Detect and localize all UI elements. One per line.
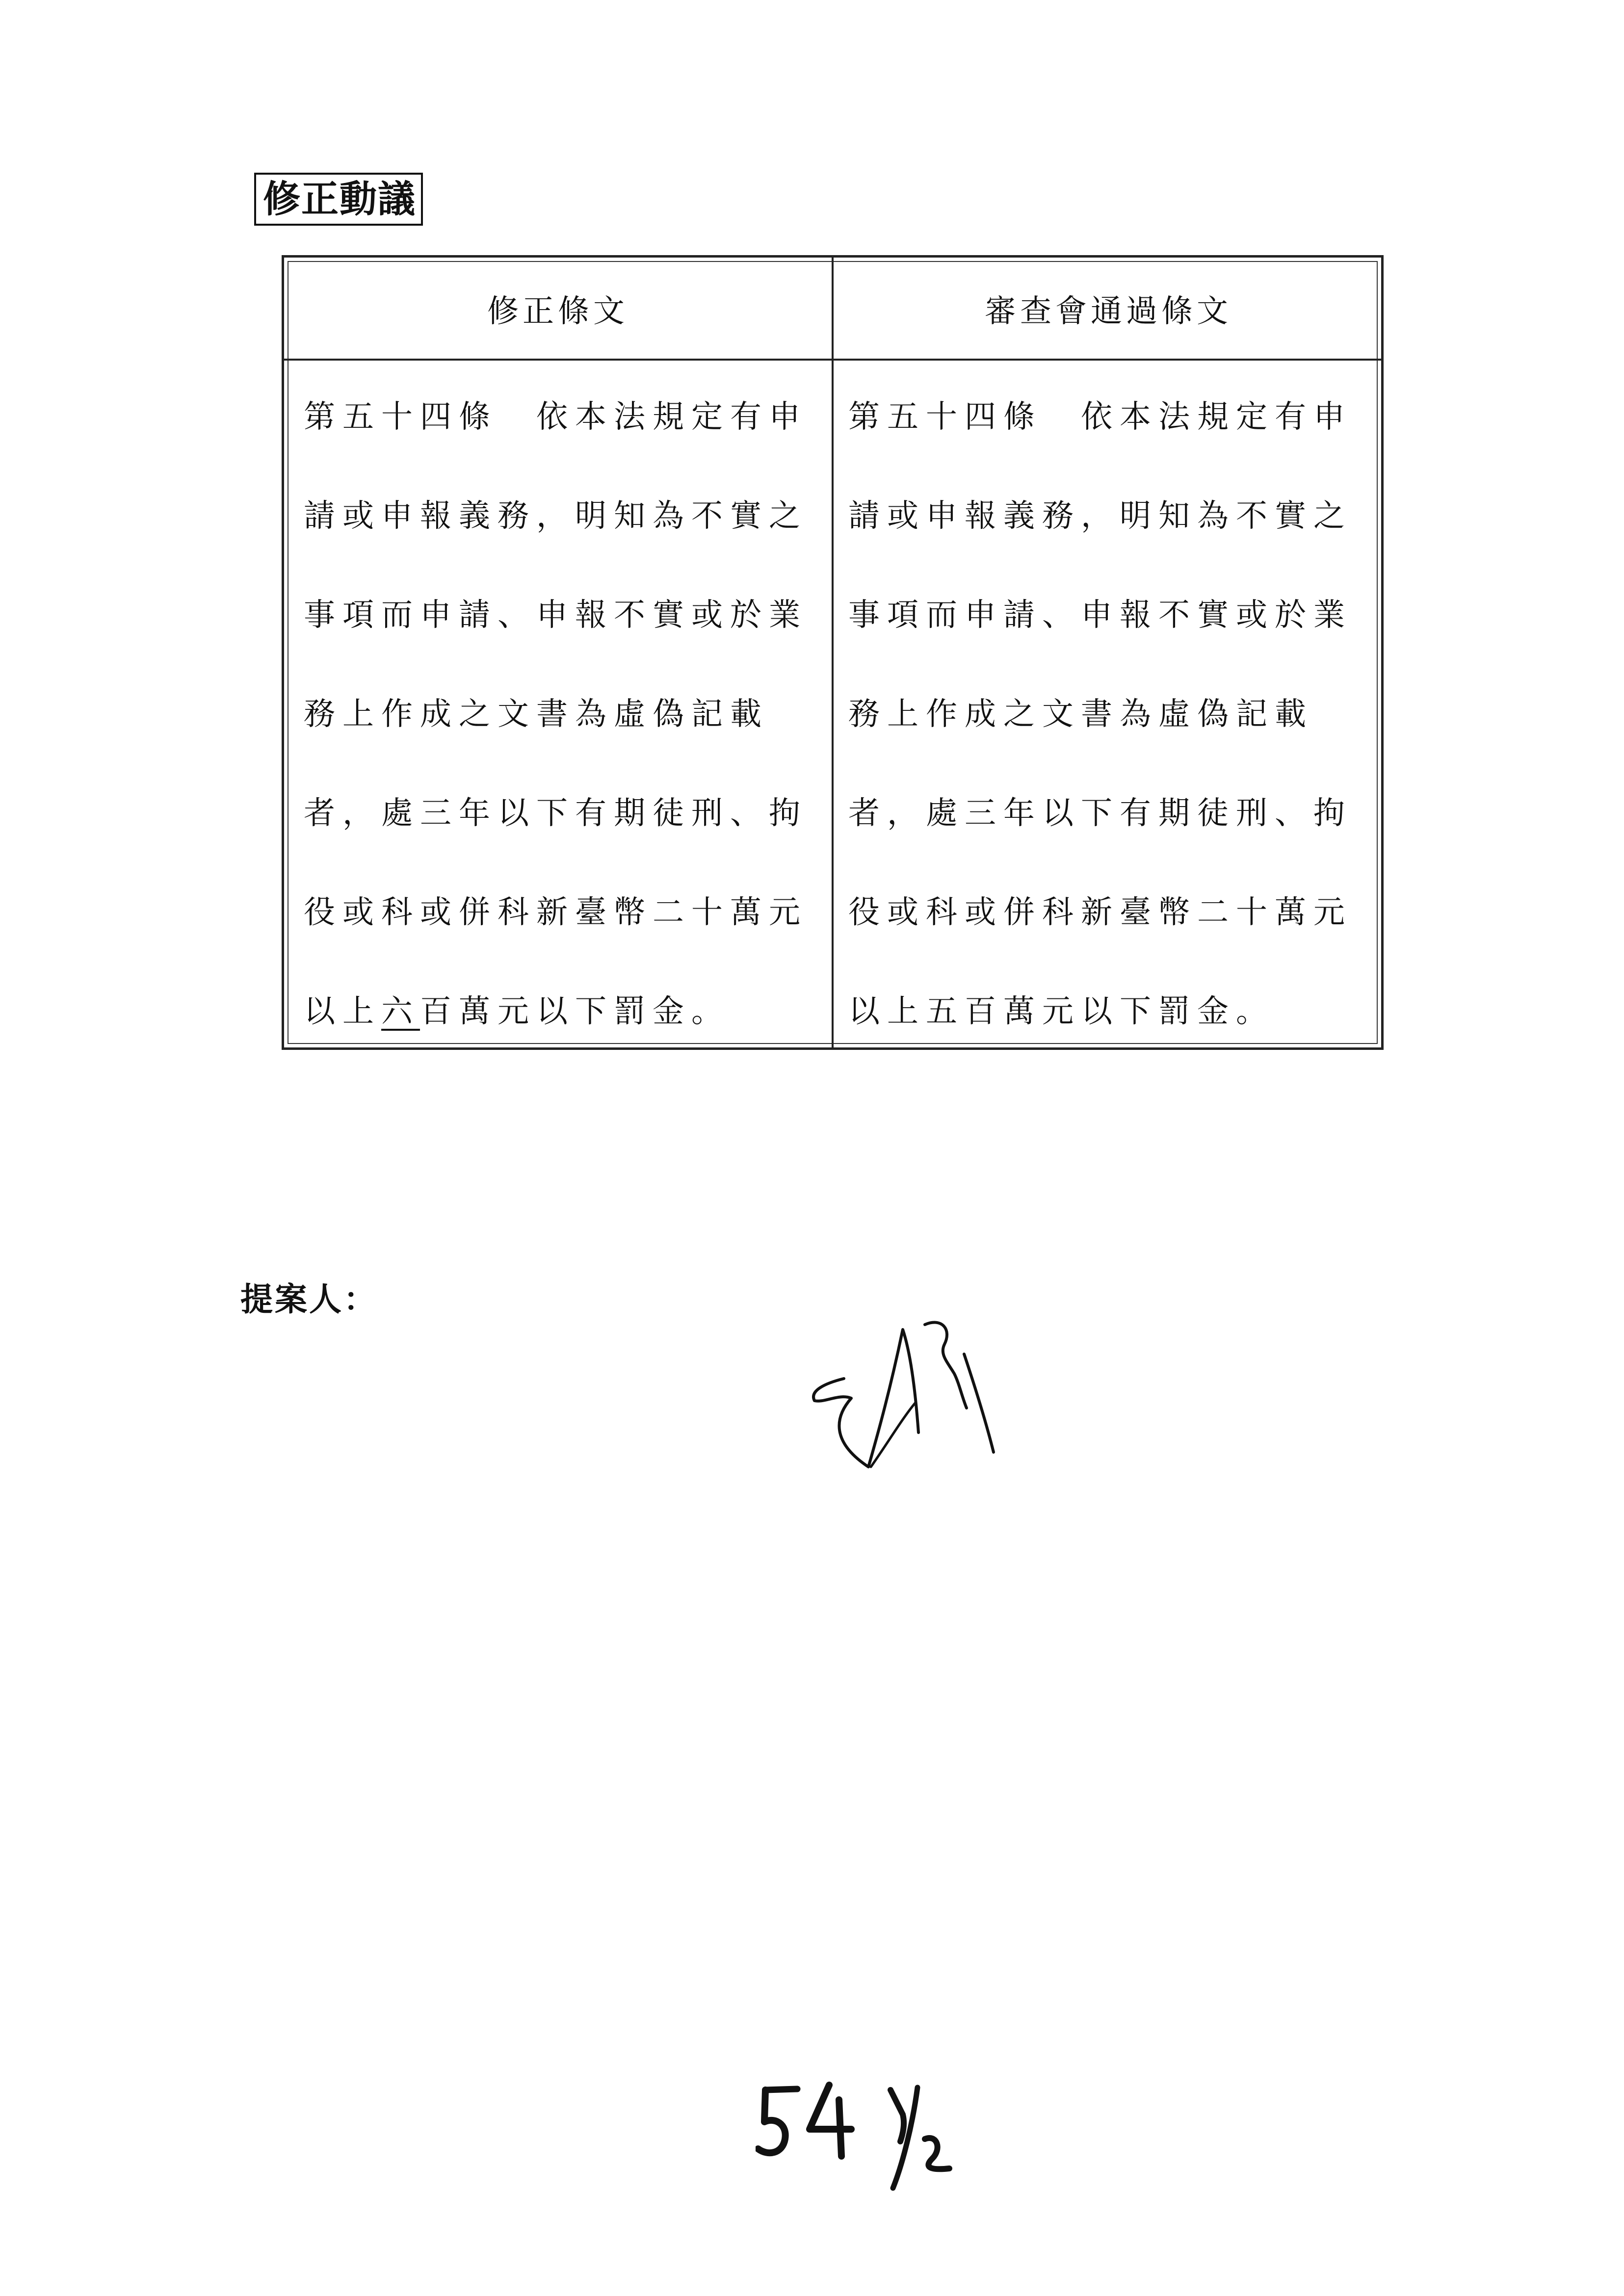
handwritten-page-mark: [756, 2070, 991, 2198]
amended-line-5: 者，處三年以下有期徒刑、拘: [304, 795, 808, 832]
column-divider: [832, 258, 834, 1047]
committee-line-4: 務上作成之文書為虛偽記載: [848, 696, 1313, 732]
amended-line-1: 第五十四條 依本法規定有申: [304, 399, 808, 435]
document-title: 修正動議: [254, 173, 423, 226]
committee-article-text: [848, 367, 1373, 1061]
header-divider: [284, 359, 1381, 361]
amended-line-7: [304, 962, 824, 1061]
committee-line-7: 以上五百萬元以下罰金。: [848, 993, 1275, 1030]
amended-line-7-suffix: 百萬元以下罰金。: [420, 993, 730, 1030]
amended-article-text: [304, 367, 824, 1061]
committee-line-5: 者，處三年以下有期徒刑、拘: [848, 795, 1352, 832]
amended-line-7-prefix: 以上: [304, 993, 381, 1030]
committee-line-1: 第五十四條 依本法規定有申: [848, 399, 1352, 435]
committee-line-6: 役或科或併科新臺幣二十萬元: [848, 894, 1352, 931]
header-committee-article: 審查會通過條文: [985, 293, 1232, 330]
handwritten-signature: [805, 1305, 1099, 1511]
committee-line-2: 請或申報義務，明知為不實之: [848, 498, 1352, 534]
amended-line-4: 務上作成之文書為虛偽記載: [304, 696, 769, 732]
committee-line-3: 事項而申請、申報不實或於業: [848, 597, 1352, 633]
amended-changed-word: 六: [381, 993, 420, 1030]
amended-line-3: 事項而申請、申報不實或於業: [304, 597, 808, 633]
amended-line-6: 役或科或併科新臺幣二十萬元: [304, 894, 808, 931]
amended-line-2: 請或申報義務，明知為不實之: [304, 498, 808, 534]
proposer-label: 提案人：: [240, 1280, 378, 1318]
header-amended-article: 修正條文: [487, 293, 629, 330]
comparison-table: [282, 255, 1384, 1050]
